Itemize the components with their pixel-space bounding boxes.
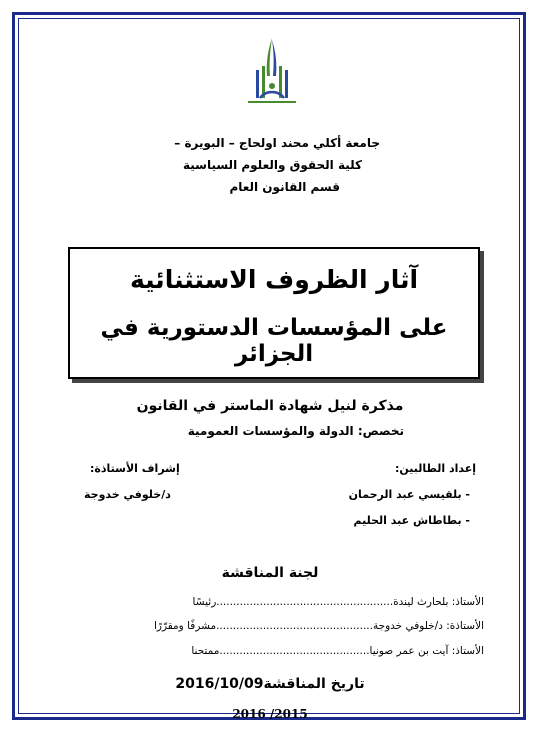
university-logo-icon	[242, 36, 302, 108]
department-name: قسم القانون العام	[229, 180, 340, 194]
supervisor-name: د/خلوفي خدوجة	[84, 488, 171, 501]
thesis-title-line-2: على المؤسسات الدستورية في الجزائر	[100, 315, 448, 367]
student-name: - بطاطاش عبد الحليم	[353, 514, 470, 527]
committee-title: لجنة المناقشة	[221, 565, 319, 581]
students-label: إعداد الطالبين:	[394, 462, 476, 475]
university-name: جامعة أكلي محند اولحاج – البويرة –	[174, 136, 380, 150]
academic-year: 2016 /2015	[232, 707, 308, 721]
committee-member: الأستاذ: بلحارث ليندة.....................................................رئيسًا	[192, 596, 484, 608]
committee-member: الأستاذة: د/خلوفي خدوجة...............................................مشرفًا ومقرّرًا	[153, 620, 484, 632]
committee-member: الأستاذ: آيت بن عمر صونيا.............................................ممتحنا	[191, 645, 484, 657]
supervisor-label: إشراف الأستاذة:	[90, 462, 180, 475]
faculty-name: كلية الحقوق والعلوم السياسية	[182, 158, 362, 172]
thesis-title-line-1: آثار الظروف الاستثنائية	[129, 265, 419, 294]
title-box	[68, 247, 480, 379]
specialization: تخصص: الدولة والمؤسسات العمومية	[187, 424, 404, 438]
defense-date: تاريخ المناقشة2016/10/09	[175, 676, 365, 692]
student-name: - بلقيسي عبد الرحمان	[348, 488, 470, 501]
degree-statement: مذكرة لنيل شهادة الماستر في القانون	[136, 398, 404, 414]
